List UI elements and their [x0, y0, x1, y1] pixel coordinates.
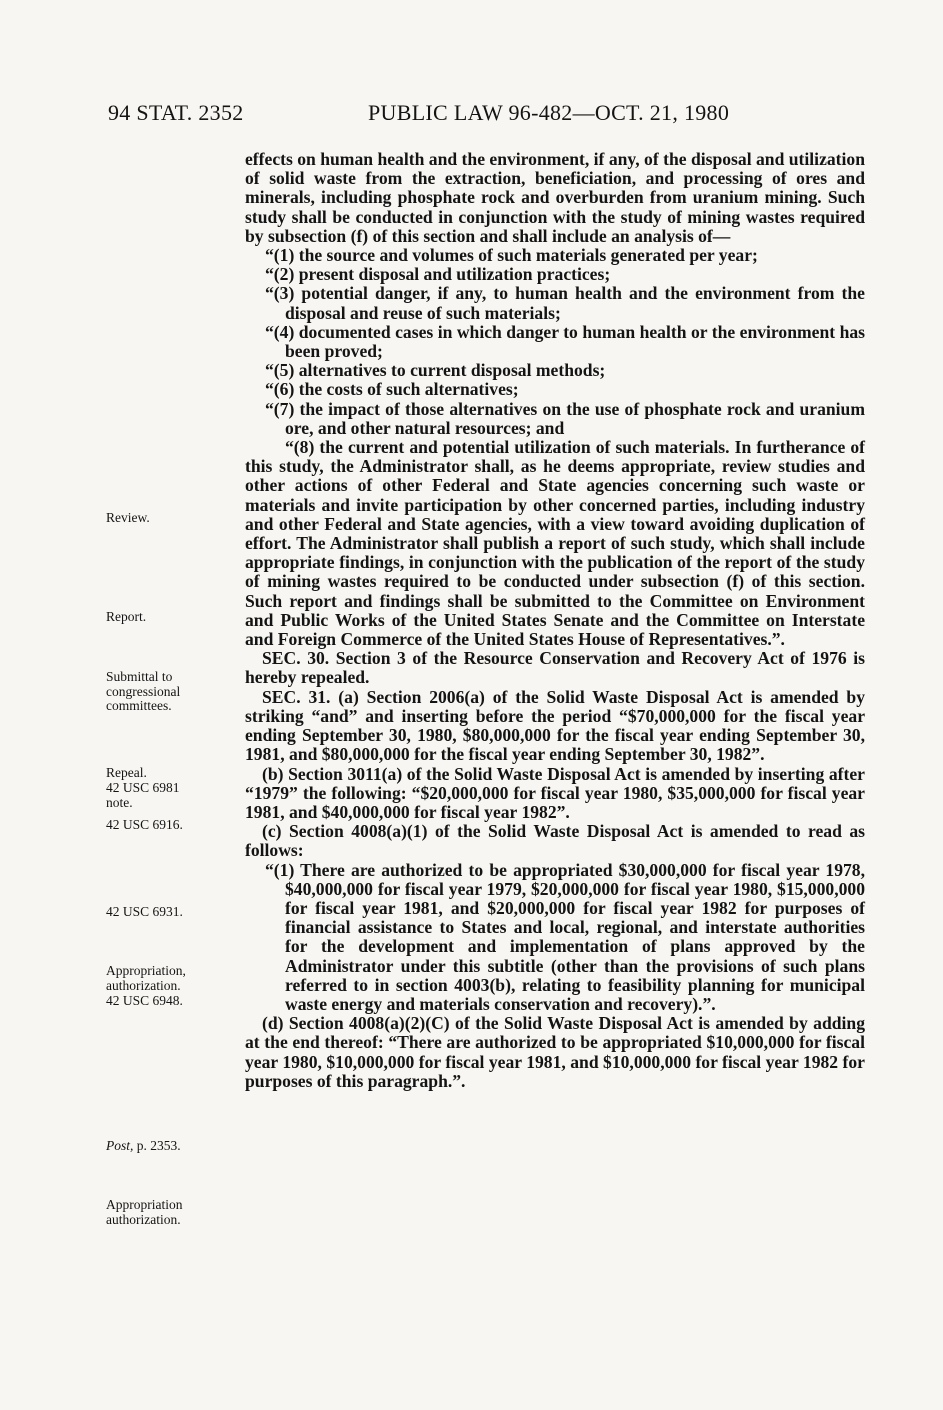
margin-note-submittal: Submittal to congressional committees. — [106, 669, 181, 713]
margin-note-review: Review. — [106, 510, 150, 525]
section-31-c-quote: “(1) There are authorized to be appropriated $30,000,000 for fiscal year 1978, $40,000,000 for fiscal year 1979, $20,000,000 for fiscal year 1980, $15,000,000 for fiscal year 1981, and $20,000,000 for fiscal year 1982 for purposes of financial assistance to States and local, regional, and interstate authorities for the development and implementation of plans approved by the Administrator under this subtitle (other than the provisions of such plans referred to in section 4003(b), relating to feasibility planning for municipal waste energy and materials conservation and recovery).”. — [265, 859, 865, 1014]
list-item-6: “(6) the costs of such alternatives; — [265, 379, 519, 400]
body-text — [245, 150, 865, 1091]
section-31-b: (b) Section 3011(a) of the Solid Waste Disposal Act is amended by inserting after “1979” the following: “$20,000,000 for fiscal year 1980, $35,000,000 for fiscal year 1981, and $40,000,000 for fiscal year 1982”. — [245, 763, 865, 822]
margin-note-appropriation-authorization-2: Appropriation authorization. — [106, 1197, 183, 1227]
list-item-7: “(7) the impact of those alternatives on the use of phosphate rock and uranium ore, and other natural resources; and — [265, 398, 865, 438]
statute-page-number: 94 STAT. 2352 — [108, 100, 244, 125]
running-head: PUBLIC LAW 96-482—OCT. 21, 1980 — [368, 100, 730, 125]
margin-note-42-usc-6948: 42 USC 6948. — [106, 993, 183, 1008]
margin-note-post-italic: Post, — [106, 1138, 134, 1153]
section-31-a: SEC. 31. (a) Section 2006(a) of the Solid Waste Disposal Act is amended by striking “and” and inserting before the period “$70,000,000 for the fiscal year ending September 30, 1980, $80,000,000 for the fiscal year ending September 30, 1981, and $80,000,000 for the fiscal year ending September 30, 1982”. — [245, 686, 865, 765]
section-31-c: (c) Section 4008(a)(1) of the Solid Waste Disposal Act is amended to read as follows: — [245, 821, 865, 861]
margin-note-42-usc-6981: 42 USC 6981 note. — [106, 780, 180, 810]
section-30: SEC. 30. Section 3 of the Resource Conservation and Recovery Act of 1976 is hereby repealed. — [245, 648, 865, 688]
list-item-2: “(2) present disposal and utilization practices; — [265, 264, 611, 285]
margin-note-repeal: Repeal. — [106, 765, 147, 780]
paragraph-continuation: effects on human health and the environment, if any, of the disposal and utilization of solid waste from the extraction, beneficiation, and processing of ores and minerals, including phosphate rock and overburden from uranium mining. Such study shall be conducted in conjunction with the study of mining wastes required by subsection (f) of this section and shall include an analysis of— — [245, 149, 865, 246]
margin-note-report: Report. — [106, 609, 147, 624]
list-item-3: “(3) potential danger, if any, to human health and the environment from the disposal and reuse of such materials; — [265, 283, 865, 323]
list-item-1: “(1) the source and volumes of such materials generated per year; — [265, 245, 758, 266]
list-item-8: “(8) the current and potential utilization of such materials. In furtherance of this study, the Administrator shall, as he deems appropriate, review studies and other actions of other Federal and State agencies concerning such waste or materials and invite participation by other concerned parties, including industry and other Federal and State agencies, with a view toward avoiding duplication of effort. The Administrator shall publish a report of such study, which shall include appropriate findings, in conjunction with the publication of the report of the study of mining wastes required to be conducted under subsection (f) of this section. Such report and findings shall be submitted to the Committee on Environment and Public Works of the United States Senate and the Committee on Interstate and Foreign Commerce of the United States House of Representatives.”. — [245, 437, 865, 650]
list-item-4: “(4) documented cases in which danger to human health or the environment has been proved; — [265, 321, 865, 362]
margin-note-42-usc-6931: 42 USC 6931. — [106, 904, 183, 919]
section-31-d: (d) Section 4008(a)(2)(C) of the Solid Waste Disposal Act is amended by adding at the end thereof: “There are authorized to be appropriated $10,000,000 for fiscal year 1980, $10,000,000 for fiscal year 1981, and $10,000,000 for fiscal year 1982 for purposes of this paragraph.”. — [245, 1013, 865, 1091]
margin-note-appropriation-authorization: Appropriation, authorization. — [106, 963, 186, 993]
margin-note-42-usc-6916: 42 USC 6916. — [106, 817, 183, 832]
margin-note-post — [106, 1139, 236, 1154]
margin-note-post-page: p. 2353. — [133, 1138, 181, 1153]
list-item-5: “(5) alternatives to current disposal methods; — [265, 360, 606, 381]
